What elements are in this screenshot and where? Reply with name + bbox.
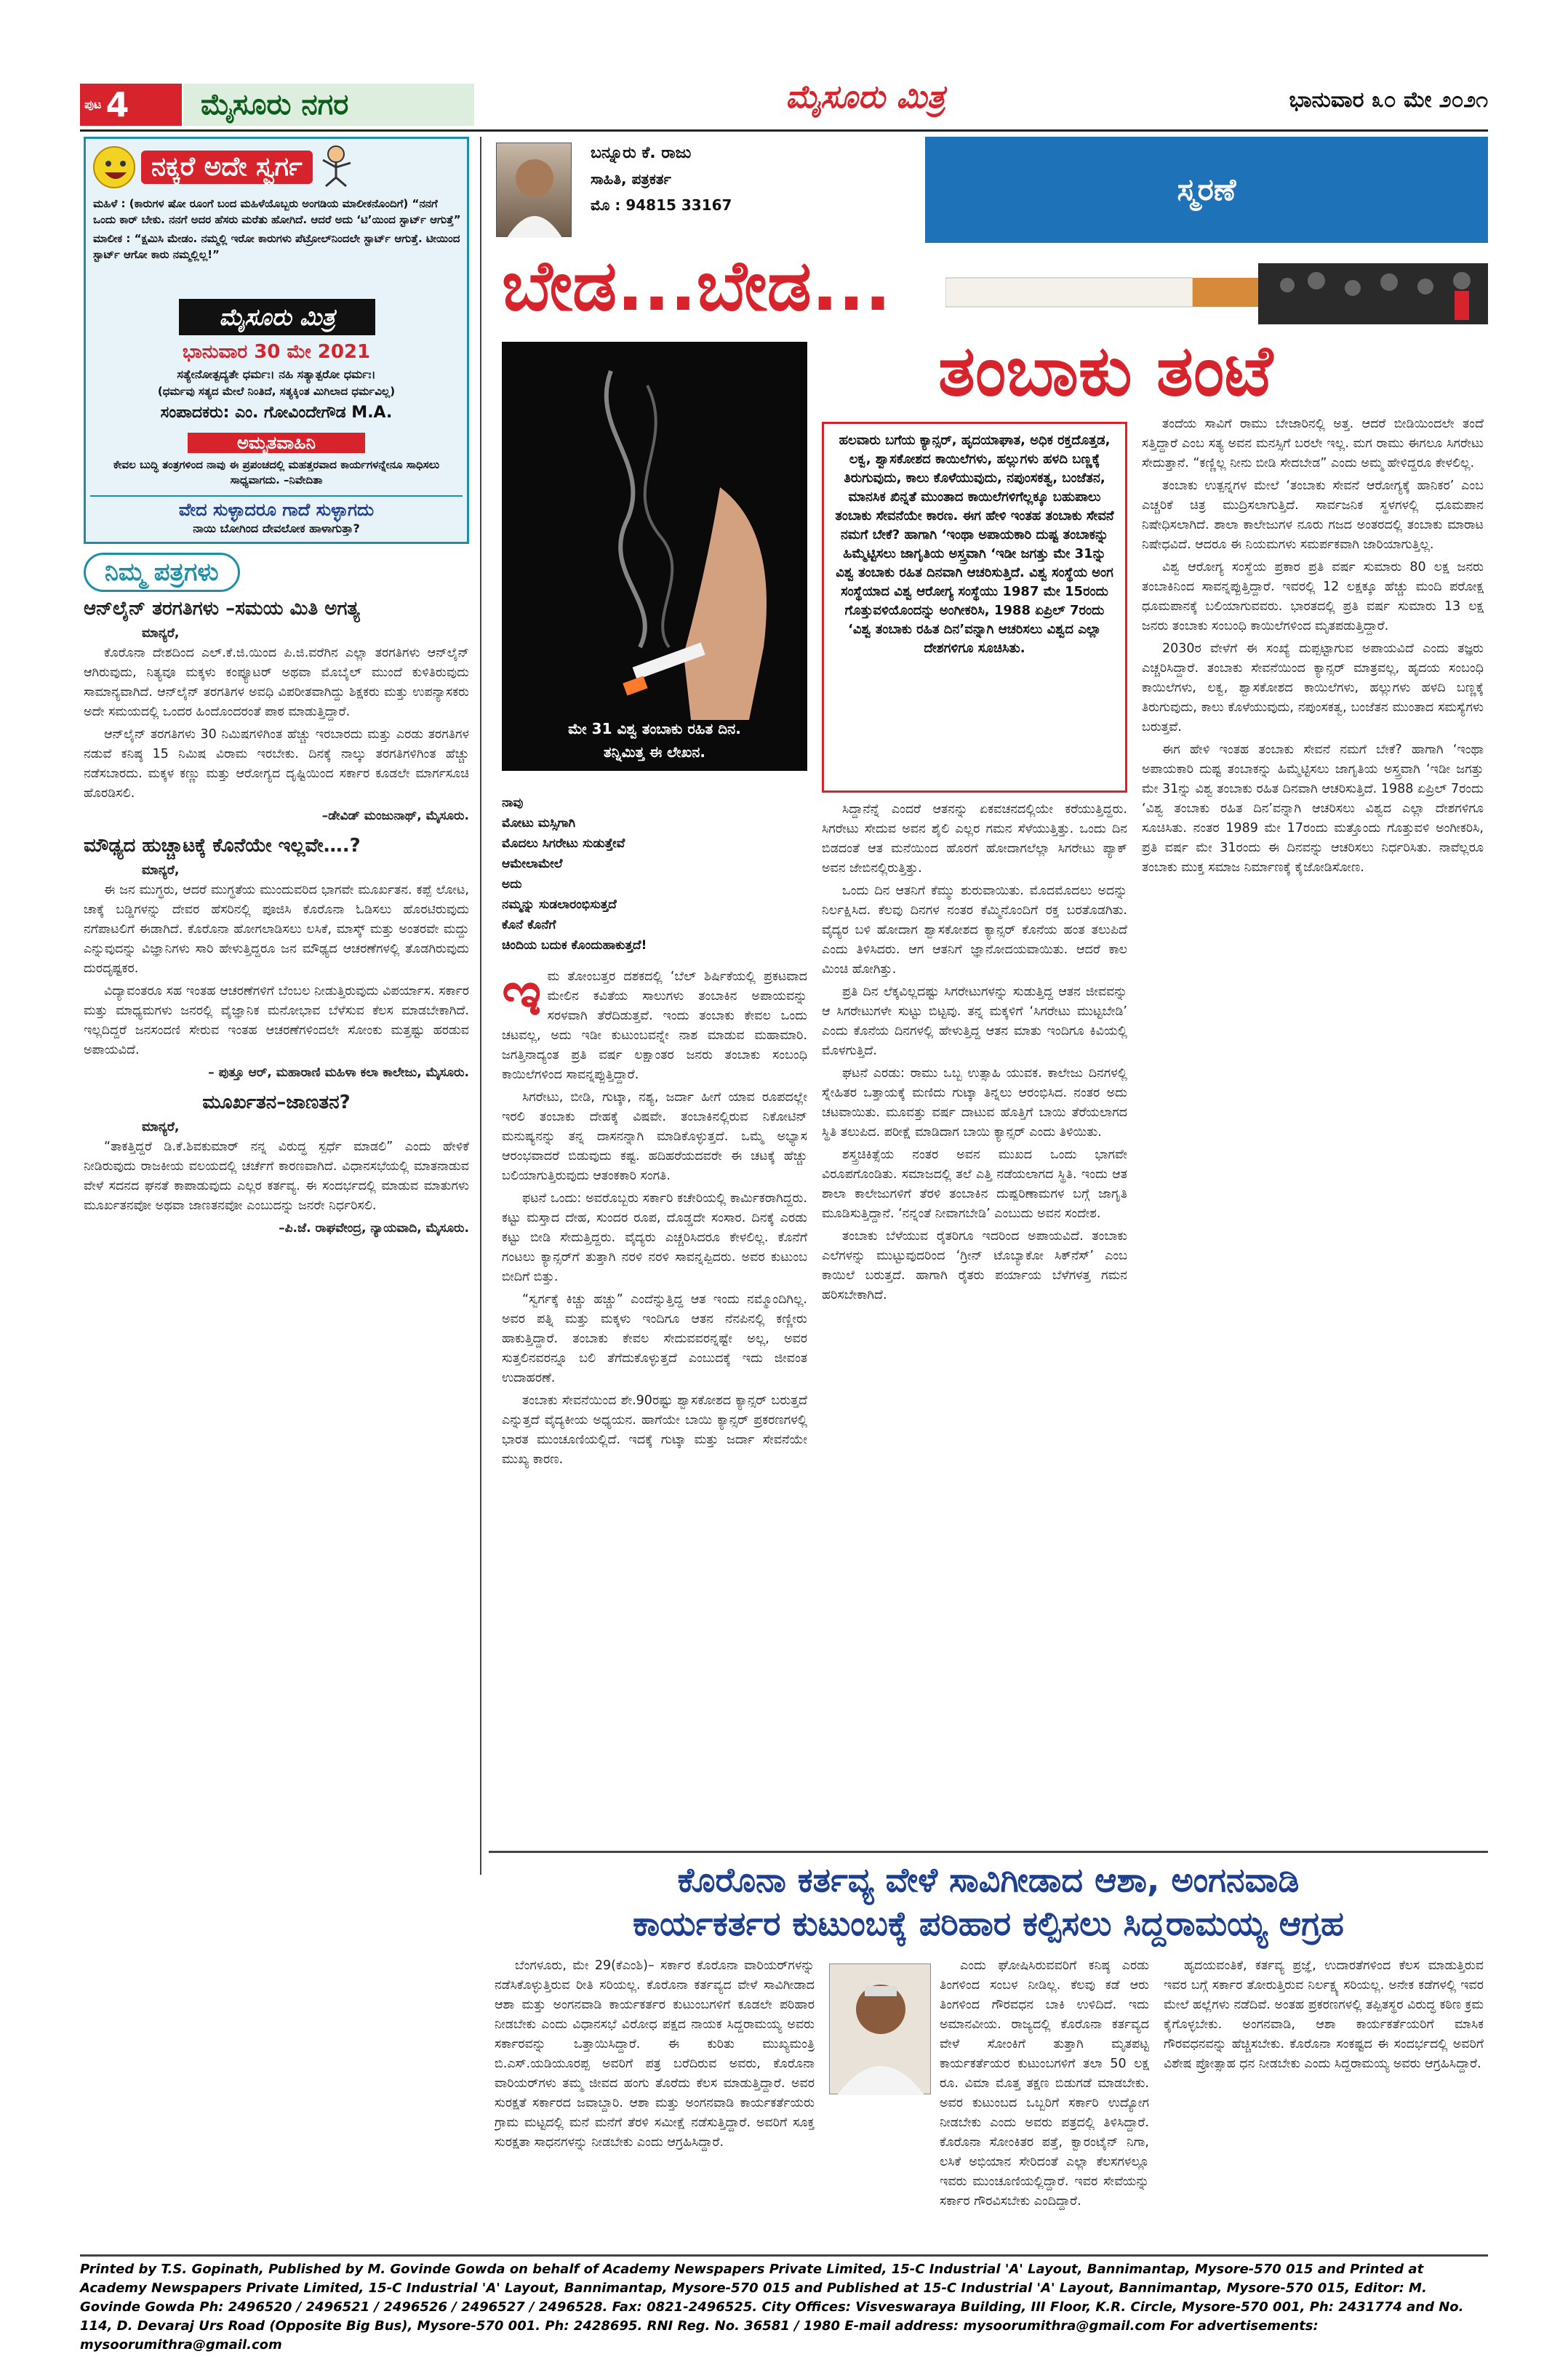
- news-top-rule: [489, 1851, 1488, 1853]
- smarane-tag: ಸ್ಮರಣೆ: [925, 137, 1488, 243]
- joke-line: ಮಾಲೀಕ : “ಕ್ಷಮಿಸಿ ಮೇಡಂ. ನಮ್ಮಲ್ಲಿ ಇರೋ ಕಾರುಗಳು ಪೆಟ್ರೋಲ್‌ನಿಂದಲೇ ಸ್ಟಾರ್ಟ್ ಆಗುತ್ತೆ. ಟೀಯಿಂದ ಸ್ಟಾರ್ಟ್ ಆಗೋ ಕಾರು ನಮ್ಮಲ್ಲಿಲ್ಲ!”: [93, 232, 460, 261]
- article-paragraph: 2030ರ ವೇಳೆಗೆ ಈ ಸಂಖ್ಯೆ ದುಪ್ಪಟ್ಟಾಗುವ ಅಪಾಯವಿದೆ ಎಂದು ತಜ್ಞರು ಎಚ್ಚರಿಸಿದ್ದಾರೆ. ತಂಬಾಕು ಸೇವನೆಯಿಂದ ಕ್ಯಾನ್ಸರ್ ಮಾತ್ರವಲ್ಲ, ಹೃದಯ ಸಂಬಂಧಿ ಕಾಯಿಲೆಗಳು, ಲಕ್ವ, ಶ್ವಾಸಕೋಶದ ಕಾಯಿಲೆಗಳು, ಹಲ್ಲುಗಳು ಹಳದಿ ಬಣ್ಣಕ್ಕೆ ತಿರುಗುವುದು, ಕಾಲು ಕೊಳೆಯುವುದು, ನಪುಂಸಕತ್ವ, ಬಂಜೆತನ ಮುಂತಾದ ಸಮಸ್ಯೆಗಳು ಬರುತ್ತವೆ.: [1142, 641, 1484, 734]
- nakkare-header: [93, 145, 461, 190]
- article-paragraph: “ಸ್ವರ್ಗಕ್ಕೆ ಕಿಚ್ಚು ಹಚ್ಚು” ಎಂದೆನ್ನುತ್ತಿದ್ದ ಆತ ಇಂದು ನಮ್ಮೊಂದಿಗಿಲ್ಲ. ಅವರ ಪತ್ನಿ ಮತ್ತು ಮಕ್ಕಳು ಇಂದಿಗೂ ಆತನ ನೆನಪಿನಲ್ಲಿ ಕಣ್ಣೀರು ಹಾಕುತ್ತಿದ್ದಾರೆ. ತಂಬಾಕು ಕೇವಲ ಸೇದುವವರನ್ನಷ್ಟೇ ಅಲ್ಲ, ಅವರ ಸುತ್ತಲಿನವರನ್ನೂ ಬಲಿ ತೆಗೆದುಕೊಳ್ಳುತ್ತದೆ ಎಂಬುದಕ್ಕೆ ಇದು ಜೀವಂತ ಉದಾಹರಣೆ.: [502, 1292, 807, 1385]
- poem-line: ನಾವು: [502, 796, 524, 810]
- article-paragraph: ತಂದೆಯ ಸಾವಿಗೆ ರಾಮು ಬೇಜಾರಿನಲ್ಲಿ ಅತ್ತ. ಆದರೆ ಬೀಡಿಯಿಂದಲೇ ತಂದೆ ಸತ್ತಿದ್ದಾರೆ ಎಂಬ ಸತ್ಯ ಅವನ ಮನಸ್ಸಿಗೆ ಬರಲೇ ಇಲ್ಲ. ಮಗ ರಾಮು ಈಗಲೂ ಸಿಗರೇಟು ಸೇದುತ್ತಾನೆ. “ಕಣ್ಣಿಲ್ಲ ನೀನು ಬೀಡಿ ಸೇದಬೇಡ” ಎಂದು ಅಮ್ಮ ಹೇಳಿದ್ದರೂ ಕೇಳಲಿಲ್ಲ.: [1142, 417, 1484, 471]
- veda-title: ವೇದ ಸುಳ್ಳಾದರೂ ಗಾದೆ ಸುಳ್ಳಾಗದು: [90, 495, 463, 520]
- cartoon-man-icon: [317, 144, 355, 191]
- drop-cap: ಇ: [502, 967, 542, 1029]
- article-paragraph: ತಂಬಾಕು ಬೆಳೆಯುವ ರೈತರಿಗೂ ಇದರಿಂದ ಅಪಾಯವಿದೆ. ತಂಬಾಕು ಎಲೆಗಳನ್ನು ಮುಟ್ಟುವುದರಿಂದ ‘ಗ್ರೀನ್ ಟೊಬ್ಯಾಕೋ ಸಿಕ್‌ನೆಸ್’ ಎಂಬ ಕಾಯಿಲೆ ಬರುತ್ತದೆ. ಹಾಗಾಗಿ ರೈತರು ಪರ್ಯಾಯ ಬೆಳೆಗಳತ್ತ ಗಮನ ಹರಿಸಬೇಕಾಗಿದೆ.: [822, 1229, 1127, 1302]
- laughing-face-icon: [93, 146, 135, 188]
- article-paragraph: ಪ್ರತಿ ದಿನ ಲೆಕ್ಕವಿಲ್ಲದಷ್ಟು ಸಿಗರೇಟುಗಳನ್ನು ಸುಡುತ್ತಿದ್ದ ಆತನ ಜೀವವನ್ನು ಆ ಸಿಗರೇಟುಗಳೇ ಸುಟ್ಟು ಬಿಟ್ಟವು. ತನ್ನ ಮಕ್ಕಳಿಗೆ ‘ಸಿಗರೇಟು ಮುಟ್ಟಬೇಡಿ’ ಎಂದು ಕೊನೆಯ ದಿನಗಳಲ್ಲಿ ಹೇಳುತ್ತಿದ್ದ ಆತನ ಮಾತು ಇಂದಿಗೂ ಕಿವಿಯಲ್ಲಿ ಮೊಳಗುತ್ತಿದೆ.: [822, 985, 1127, 1058]
- news-col-2: [829, 1956, 1149, 2247]
- paper-editor: ಸಂಪಾದಕರು: ಎಂ. ಗೋವಿಂದೇಗೌಡ M.A.: [160, 404, 393, 422]
- section-title: ಮೈಸೂರು ನಗರ: [183, 84, 474, 126]
- masthead-rule: [80, 129, 1488, 132]
- headline-line-2: ತಂಬಾಕು ತಂಟೆ: [938, 330, 1273, 412]
- summary-text: ಹಲವಾರು ಬಗೆಯ ಕ್ಯಾನ್ಸರ್, ಹೃದಯಾಘಾತ, ಅಧಿಕ ರಕ್ತದೊತ್ತಡ, ಲಕ್ವ, ಶ್ವಾಸಕೋಶದ ಕಾಯಿಲೆಗಳು, ಹಲ್ಲುಗಳು ಹಳದಿ ಬಣ್ಣಕ್ಕೆ ತಿರುಗುವುದು, ಕಾಲು ಕೊಳೆಯುವುದು, ನಪುಂಸಕತ್ವ, ಬಂಜೆತನ, ಮಾನಸಿಕ ಖಿನ್ನತೆ ಮುಂತಾದ ಕಾಯಿಲೆಗಳಿಗೆಲ್ಲಕ್ಕೂ ಬಹುಪಾಲು ತಂಬಾಕು ಸೇವನೆಯೇ ಕಾರಣ. ಈಗ ಹೇಳಿ ಇಂತಹ ತಂಬಾಕು ಸೇವನೆ ನಮಗೆ ಬೇಕೆ? ಹಾಗಾಗಿ ‘ಇಂಥಾ ಅಪಾಯಕಾರಿ ದುಷ್ಟ ತಂಬಾಕನ್ನು ಹಿಮ್ಮೆಟ್ಟಿಸಲು ಜಾಗೃತಿಯ ಅಸ್ತ್ರವಾಗಿ ‘ಇಡೀ ಜಗತ್ತು ಮೇ 31ನ್ನು ವಿಶ್ವ ತಂಬಾಕು ರಹಿತ ದಿನವಾಗಿ ಆಚರಿಸುತ್ತಿದೆ. ವಿಶ್ವ ಸಂಸ್ಥೆಯ ಅಂಗ ಸಂಸ್ಥೆಯಾದ ವಿಶ್ವ ಆರೋಗ್ಯ ಸಂಸ್ಥೆಯು 1987 ಮೇ 15ರಂದು ಗೊತ್ತುವಳಿಯೊಂದನ್ನು ಅಂಗೀಕರಿಸಿ, 1988 ಏಪ್ರಿಲ್ 7ರಂದು ‘ವಿಶ್ವ ತಂಬಾಕು ರಹಿತ ದಿನ’ವನ್ನಾಗಿ ಆಚರಿಸಲು ವಿಶ್ವದ ಎಲ್ಲಾ ದೇಶಗಳಿಗೂ ಸೂಚಿಸಿತು.: [835, 433, 1114, 656]
- poem-line: ನಮ್ಮನ್ನು ಸುಡಲಾರಂಭಿಸುತ್ತದೆ: [502, 897, 617, 912]
- amruta-title: ಅಮೃತವಾಹಿನಿ: [188, 433, 365, 453]
- letter-salute: ಮಾನ್ಯರೆ,: [142, 863, 180, 878]
- article-paragraph: ಶಸ್ತ್ರಚಿಕಿತ್ಸೆಯ ನಂತರ ಅವನ ಮುಖದ ಒಂದು ಭಾಗವೇ ವಿರೂಪಗೊಂಡಿತು. ಸಮಾಜದಲ್ಲಿ ತಲೆ ಎತ್ತಿ ನಡೆಯಲಾಗದ ಸ್ಥಿತಿ. ಇಂದು ಆತ ಶಾಲಾ ಕಾಲೇಜುಗಳಿಗೆ ತೆರಳಿ ತಂಬಾಕಿನ ದುಷ್ಪರಿಣಾಮಗಳ ಬಗ್ಗೆ ಜಾಗೃತಿ ಮೂಡಿಸುತ್ತಿದ್ದಾನೆ. ‘ನನ್ನಂತೆ ನೀವಾಗಬೇಡಿ’ ಎಂಬುದು ಅವನ ಸಂದೇಶ.: [822, 1148, 1127, 1221]
- author-phone: ಮೊ : 94815 33167: [591, 196, 732, 214]
- page-badge: [80, 84, 182, 126]
- article-paragraph: ಒಂದು ದಿನ ಆತನಿಗೆ ಕೆಮ್ಮು ಶುರುವಾಯಿತು. ಮೊದಮೊದಲು ಅದನ್ನು ನಿರ್ಲಕ್ಷಿಸಿದ. ಕೆಲವು ದಿನಗಳ ನಂತರ ಕೆಮ್ಮಿನೊಂದಿಗೆ ರಕ್ತ ಬರತೊಡಗಿತು. ವೈದ್ಯರ ಬಳಿ ಹೋದಾಗ ಶ್ವಾಸಕೋಶದ ಕ್ಯಾನ್ಸರ್ ಕೊನೆಯ ಹಂತ ತಲುಪಿದೆ ಎಂದು ತಿಳಿಸಿದರು. ಆಗ ಆತನಿಗೆ ಜ್ಞಾನೋದಯವಾಯಿತು. ಆದರೆ ಕಾಲ ಮಿಂಚಿ ಹೋಗಿತ್ತು.: [822, 884, 1127, 977]
- news-col-3: [1164, 1956, 1484, 2247]
- poem-line: ಆಮೇಲಾಮೇಲೆ: [502, 857, 563, 871]
- nakkare-box: [84, 137, 469, 544]
- masthead-logo: ಮೈಸೂರು ಮಿತ್ರ: [785, 79, 945, 116]
- letter-signature: –ಡೇವಿಡ್ ಮಂಜುನಾಥ್, ಮೈಸೂರು.: [321, 809, 469, 823]
- photo-caption: ಮೇ 31 ವಿಶ್ವ ತಂಬಾಕು ರಹಿತ ದಿನ. ತನ್ನಿಮಿತ್ತ ಈ ಲೇಖನ.: [568, 720, 741, 761]
- letter-signature: –ಪಿ.ಜೆ. ರಾಘವೇಂದ್ರ, ನ್ಯಾಯವಾದಿ, ಮೈಸೂರು.: [279, 1221, 469, 1236]
- article-paragraph: ಫಟನೆ ಒಂದು: ಅವರೊಬ್ಬರು ಸರ್ಕಾರಿ ಕಚೇರಿಯಲ್ಲಿ ಕಾರ್ಮಿಕರಾಗಿದ್ದರು. ಕಟ್ಟು ಮಸ್ತಾದ ದೇಹ, ಸುಂದರ ರೂಪ, ದೊಡ್ಡದೇ ಸಂಸಾರ. ದಿನಕ್ಕೆ ಎರಡು ಕಟ್ಟು ಬೀಡಿ ಸೇದುತ್ತಿದ್ದರು. ವೈದ್ಯರು ಎಚ್ಚರಿಸಿದರೂ ಕೇಳಲಿಲ್ಲ. ಕೊನೆಗೆ ಗಂಟಲು ಕ್ಯಾನ್ಸರ್‌ಗೆ ತುತ್ತಾಗಿ ನರಳಿ ನರಳಿ ಸಾವನ್ನಪ್ಪಿದರು. ಅವರ ಕುಟುಂಬ ಬೀದಿಗೆ ಬಿತ್ತು.: [502, 1191, 807, 1284]
- amruta-text: ಕೇವಲ ಬುದ್ಧಿ ತಂತ್ರಗಳಿಂದ ನಾವು ಈ ಪ್ರಪಂಚದಲ್ಲಿ ಮಹತ್ತರವಾದ ಕಾರ್ಯಗಳನ್ನೇನೂ ಸಾಧಿಸಲು ಸಾಧ್ಯವಾಗದು. –ನಿವೇದಿತಾ: [113, 458, 440, 487]
- news-paragraph: ಹೃದಯವಂತಿಕೆ, ಕರ್ತವ್ಯ ಪ್ರಜ್ಞೆ, ಉದಾರತೆಗಳಿಂದ ಕೆಲಸ ಮಾಡುತ್ತಿರುವ ಇವರ ಬಗ್ಗೆ ಸರ್ಕಾರ ತೋರುತ್ತಿರುವ ನಿರ್ಲಕ್ಷ್ಯ ಸರಿಯಲ್ಲ. ಅನೇಕ ಕಡೆಗಳಲ್ಲಿ ಇವರ ಮೇಲೆ ಹಲ್ಲೆಗಳು ನಡೆದಿವೆ. ಅಂತಹ ಪ್ರಕರಣಗಳಲ್ಲಿ ತಪ್ಪಿತಸ್ಥರ ವಿರುದ್ಧ ಕಠಿಣ ಕ್ರಮ ಕೈಗೊಳ್ಳಬೇಕು. ಅಂಗನವಾಡಿ, ಆಶಾ ಕಾರ್ಯಕರ್ತೆಯರಿಗೆ ಮಾಸಿಕ ಗೌರವಧನವನ್ನು ಹೆಚ್ಚಿಸಬೇಕು. ಕೊರೊನಾ ಸಂಕಷ್ಟದ ಈ ಸಂದರ್ಭದಲ್ಲಿ ಅವರಿಗೆ ವಿಶೇಷ ಪ್ರೋತ್ಸಾಹ ಧನ ನೀಡಬೇಕು ಎಂದು ಸಿದ್ದರಾಮಯ್ಯ ಅವರು ಆಗ್ರಹಿಸಿದ್ದಾರೆ.: [1164, 1958, 1484, 2071]
- feature-col-3: [1142, 415, 1484, 1840]
- feature-header: [489, 137, 1488, 246]
- article-paragraph: ಸಿಗರೇಟು, ಬೀಡಿ, ಗುಟ್ಕಾ, ನಶ್ಯ, ಜರ್ದಾ ಹೀಗೆ ಯಾವ ರೂಪದಲ್ಲೇ ಇರಲಿ ತಂಬಾಕು ದೇಹಕ್ಕೆ ವಿಷವೇ. ತಂಬಾಕಿನಲ್ಲಿರುವ ನಿಕೋಟಿನ್ ಮನುಷ್ಯನನ್ನು ತನ್ನ ದಾಸನನ್ನಾಗಿ ಮಾಡಿಕೊಳ್ಳುತ್ತದೆ. ಒಮ್ಮೆ ಅಭ್ಯಾಸ ಆರಂಭವಾದರೆ ಬಿಡುವುದು ಕಷ್ಟ. ಹದಿಹರೆಯದವರೇ ಈ ಚಟಕ್ಕೆ ಹೆಚ್ಚು ಬಲಿಯಾಗುತ್ತಿರುವುದು ಆತಂಕಕಾರಿ ಸಂಗತಿ.: [502, 1090, 807, 1183]
- column-divider: [480, 137, 481, 1875]
- imprint-footer: Printed by T.S. Gopinath, Published by M. Govinde Gowda on behalf of Academy Newspapers Private Limited, 15-C Industrial 'A' Layout, Bannimantap, Mysore-570 015 and Printed at Academy Newspapers Private Limited, 15-C Industrial 'A' Layout, Bannimantap, Mysore-570 015 and Published at 15-C Industrial 'A' Layout, Bannimantap, Mysore-570 015, Editor: M. Govinde Gowda Ph: 2496520 / 2496521 / 2496526 / 2496527 / 2496528. Fax: 0821-2496525. City Offices: Visveswaraya Building, III Floor, K.R. Circle, Mysore-570 001, Ph: 2431774 and No. 114, D. Devaraj Urs Road (Opposite Big Bus), Mysore-570 001. Ph: 2428695. RNI Reg. No. 36581 / 1980 E-mail address: mysoorumithra@gmail.com For advertisements: mysoorumithra@gmail.com: [80, 2262, 1464, 2353]
- nakkare-joke: [93, 196, 461, 263]
- letter-paragraph: ಆನ್‌ಲೈನ್ ತರಗತಿಗಳು 30 ನಿಮಿಷಗಳಿಗಿಂತ ಹೆಚ್ಚು ಇರಬಾರದು ಮತ್ತು ಎರಡು ತರಗತಿಗಳ ನಡುವೆ ಕನಿಷ್ಠ 15 ನಿಮಿಷ ವಿರಾಮ ಇರಬೇಕು. ದಿನಕ್ಕೆ ನಾಲ್ಕು ತರಗತಿಗಳಿಗಿಂತ ಹೆಚ್ಚು ನಡೆಸಬಾರದು. ಮಕ್ಕಳ ಕಣ್ಣು ಮತ್ತು ಆರೋಗ್ಯದ ದೃಷ್ಟಿಯಿಂದ ಸರ್ಕಾರ ಕೂಡಲೇ ಮಾರ್ಗಸೂಚಿ ಹೊರಡಿಸಲಿ.: [84, 727, 469, 801]
- article-paragraph: ಇಮ ತೋಂಬತ್ತರ ದಶಕದಲ್ಲಿ ‘ಬೆಲ್ ಶಿರ್ಷಿಕೆಯಲ್ಲಿ ಪ್ರಕಟವಾದ ಮೇಲಿನ ಕವಿತೆಯ ಸಾಲುಗಳು ತಂಬಾಕಿನ ಅಪಾಯವನ್ನು ಸರಳವಾಗಿ ತೆರೆದಿಡುತ್ತವೆ. ಇಂದು ತಂಬಾಕು ಕೇವಲ ಒಂದು ಚಟವಲ್ಲ, ಅದು ಇಡೀ ಕುಟುಂಬವನ್ನೇ ನಾಶ ಮಾಡುವ ಮಹಾಮಾರಿ. ಜಗತ್ತಿನಾದ್ಯಂತ ಪ್ರತಿ ವರ್ಷ ಲಕ್ಷಾಂತರ ಜನರು ತಂಬಾಕು ಸಂಬಂಧಿ ಕಾಯಿಲೆಗಳಿಂದ ಸಾವನ್ನಪ್ಪುತ್ತಿದ್ದಾರೆ.: [502, 967, 807, 1082]
- author-photo: [496, 143, 572, 237]
- author-name: ಬನ್ನೂರು ಕೆ. ರಾಜು: [591, 144, 692, 162]
- paper-motto-meaning: (ಧರ್ಮವು ಸತ್ಯದ ಮೇಲೆ ನಿಂತಿದೆ, ಸತ್ಯಕ್ಕಿಂತ ಮಿಗಿಲಾದ ಧರ್ಮವಿಲ್ಲ): [157, 385, 396, 398]
- poem-line: ಅದು: [502, 877, 522, 892]
- headline-line-1: ಬೇಡ...ಬೇಡ...: [502, 245, 892, 327]
- poem-line: ಚಿಂದಿಯ ಬದುಕ ಕೊಂದುಹಾಕುತ್ತದೆ!: [502, 938, 647, 953]
- letter-paragraph: ಈ ಜನ ಮುಗ್ಧರು, ಆದರೆ ಮುಗ್ಧತೆಯ ಮುಂದುವರಿದ ಭಾಗವೇ ಮೂರ್ಖತನ. ಕಪ್ಪೆ ಲೋಟ, ಚಾಕ್ಕೆ ಬಡ್ಡಿಗಳನ್ನು ದೇವರ ಹೆಸರಿನಲ್ಲಿ ಪೂಜಿಸಿ ಕೊರೊನಾ ಓಡಿಸಲು ಹೊರಟಿರುವುದು ನಗೆಪಾಟಲಿಗೆ ಈಡಾಗಿದೆ. ಕೊರೊನಾ ಹೋಗಲಾಡಿಸಲು ಲಸಿಕೆ, ಮಾಸ್ಕ್ ಮತ್ತು ಅಂತರವೇ ಮದ್ದು ಎನ್ನುವುದನ್ನು ವಿಜ್ಞಾನಿಗಳು ಸಾರಿ ಹೇಳುತ್ತಿದ್ದರೂ ಜನ ಮೌಢ್ಯದ ಆಚರಣೆಗಳಲ್ಲಿ ತೊಡಗಿರುವುದು ದುರದೃಷ್ಟಕರ.: [84, 883, 469, 976]
- news-paragraph: ಎಂದು ಘೋಷಿಸಿರುವವರಿಗೆ ಕನಿಷ್ಠ ಎರಡು ತಿಂಗಳಿಂದ ಸಂಬಳ ನೀಡಿಲ್ಲ. ಕೆಲವು ಕಡೆ ಆರು ತಿಂಗಳಿಂದ ಗೌರವಧನ ಬಾಕಿ ಉಳಿದಿದೆ. ಇದು ಅಮಾನವೀಯ. ರಾಜ್ಯದಲ್ಲಿ ಕೊರೊನಾ ಕರ್ತವ್ಯದ ವೇಳೆ ಸೋಂಕಿಗೆ ತುತ್ತಾಗಿ ಮೃತಪಟ್ಟ ಕಾರ್ಯಕರ್ತೆಯರ ಕುಟುಂಬಗಳಿಗೆ ತಲಾ 50 ಲಕ್ಷ ರೂ. ವಿಮಾ ಮೊತ್ತ ತಕ್ಷಣ ಬಿಡುಗಡೆ ಮಾಡಬೇಕು. ಅವರ ಕುಟುಂಬದ ಒಬ್ಬರಿಗೆ ಸರ್ಕಾರಿ ಉದ್ಯೋಗ ನೀಡಬೇಕು ಎಂದು ಅವರು ಪತ್ರದಲ್ಲಿ ತಿಳಿಸಿದ್ದಾರೆ. ಕೊರೊನಾ ಸೋಂಕಿತರ ಪತ್ತೆ, ಕ್ವಾರಂಟೈನ್ ನಿಗಾ, ಲಸಿಕೆ ಅಭಿಯಾನ ಸೇರಿದಂತೆ ಎಲ್ಲಾ ಕೆಲಸಗಳಲ್ಲೂ ಇವರು ಮುಂಚೂಣಿಯಲ್ಲಿದ್ದಾರೆ. ಇವರ ಸೇವೆಯನ್ನು ಸರ್ಕಾರ ಗೌರವಿಸಬೇಕು ಎಂದಿದ್ದಾರೆ.: [940, 1958, 1149, 2209]
- news-paragraph: ಬೆಂಗಳೂರು, ಮೇ 29(ಕೆಎಂಶಿ)– ಸರ್ಕಾರ ಕೊರೊನಾ ವಾರಿಯರ್‌ಗಳನ್ನು ನಡೆಸಿಕೊಳ್ಳುತ್ತಿರುವ ರೀತಿ ಸರಿಯಲ್ಲ. ಕೊರೊನಾ ಕರ್ತವ್ಯದ ವೇಳೆ ಸಾವಿಗೀಡಾದ ಆಶಾ ಮತ್ತು ಅಂಗನವಾಡಿ ಕಾರ್ಯಕರ್ತರ ಕುಟುಂಬಗಳಿಗೆ ಕೂಡಲೇ ಪರಿಹಾರ ನೀಡಬೇಕು ಎಂದು ವಿಧಾನಸಭೆ ವಿರೋಧ ಪಕ್ಷದ ನಾಯಕ ಸಿದ್ದರಾಮಯ್ಯ ಅವರು ಸರ್ಕಾರವನ್ನು ಒತ್ತಾಯಿಸಿದ್ದಾರೆ. ಈ ಕುರಿತು ಮುಖ್ಯಮಂತ್ರಿ ಬಿ.ಎಸ್.ಯಡಿಯೂರಪ್ಪ ಅವರಿಗೆ ಪತ್ರ ಬರೆದಿರುವ ಅವರು, ಕೊರೊನಾ ವಾರಿಯರ್‌ಗಳು ತಮ್ಮ ಜೀವದ ಹಂಗು ತೊರೆದು ಕೆಲಸ ಮಾಡುತ್ತಿದ್ದಾರೆ. ಅವರ ಸುರಕ್ಷತೆ ಸರ್ಕಾರದ ಜವಾಬ್ದಾರಿ. ಆಶಾ ಮತ್ತು ಅಂಗನವಾಡಿ ಕಾರ್ಯಕರ್ತೆಯರು ಗ್ರಾಮ ಮಟ್ಟದಲ್ಲಿ ಮನೆ ಮನೆಗೆ ತೆರಳಿ ಸಮೀಕ್ಷೆ ನಡೆಸುತ್ತಿದ್ದಾರೆ. ಅವರಿಗೆ ಸೂಕ್ತ ಸುರಕ್ಷತಾ ಸಾಧನಗಳನ್ನು ನೀಡಬೇಕು ಎಂದು ಆಗ್ರಹಿಸಿದ್ದಾರೆ.: [495, 1958, 815, 2150]
- letters-column: [84, 596, 469, 1246]
- letter-salute: ಮಾನ್ಯರೆ,: [142, 626, 180, 641]
- news-headline-1: ಕೊರೊನಾ ಕರ್ತವ್ಯ ವೇಳೆ ಸಾವಿಗೀಡಾದ ಆಶಾ, ಅಂಗನವಾಡಿ: [677, 1860, 1300, 1899]
- letter-title: ಆನ್‌ಲೈನ್ ತರಗತಿಗಳು –ಸಮಯ ಮಿತಿ ಅಗತ್ಯ: [84, 598, 360, 620]
- summary-box: [822, 422, 1127, 793]
- letter-paragraph: ಕೊರೊನಾ ದೇಶದಿಂದ ಎಲ್.ಕೆ.ಜಿ.ಯಿಂದ ಪಿ.ಜಿ.ವರೆಗಿನ ಎಲ್ಲಾ ತರಗತಿಗಳು ಆನ್‌ಲೈನ್ ಆಗಿರುವುದು, ನಿತ್ಯವೂ ಮಕ್ಕಳು ಕಂಪ್ಯೂಟರ್ ಅಥವಾ ಮೊಬೈಲ್ ಮುಂದೆ ಕುಳಿತಿರುವುದು ಸಾಮಾನ್ಯವಾಗಿದೆ. ಆನ್‌ಲೈನ್ ತರಗತಿಗಳ ಅವಧಿ ವಿಪರೀತವಾಗಿದ್ದು ಶಿಕ್ಷಕರು ಮತ್ತು ಉಪನ್ಯಾಸಕರು ಅದೇ ಸಮಯದಲ್ಲಿ ಒಂದರ ಹಿಂದೊಂದರಂತೆ ಪಾಠ ಮಾಡುತ್ತಿದ್ದಾರೆ.: [84, 646, 469, 719]
- letter-signature: – ಪುತ್ತೂ ಆರ್, ಮಹಾರಾಣಿ ಮಹಿಳಾ ಕಲಾ ಕಾಲೇಜು, ಮೈಸೂರು.: [208, 1065, 469, 1080]
- cigarette-icon: [945, 256, 1488, 329]
- feature-col-2: [822, 800, 1127, 1840]
- footer-rule: [80, 2254, 1488, 2257]
- letter-title: ಮೂರ್ಖತನ–ಜಾಣತನ?: [202, 1092, 351, 1113]
- feature-col-1: [502, 967, 807, 1840]
- news-headline-2: ಕಾರ್ಯಕರ್ತರ ಕುಟುಂಬಕ್ಕೆ ಪರಿಹಾರ ಕಲ್ಪಿಸಲು ಸಿದ್ದರಾಮಯ್ಯ ಆಗ್ರಹ: [633, 1904, 1344, 1943]
- letter-salute: ಮಾನ್ಯರೆ,: [142, 1120, 180, 1134]
- article-paragraph: ತಂಬಾಕು ಉತ್ಪನ್ನಗಳ ಮೇಲೆ ‘ತಂಬಾಕು ಸೇವನೆ ಆರೋಗ್ಯಕ್ಕೆ ಹಾನಿಕರ’ ಎಂಬ ಎಚ್ಚರಿಕೆ ಚಿತ್ರ ಮುದ್ರಿಸಲಾಗುತ್ತಿದೆ. ಸಾರ್ವಜನಿಕ ಸ್ಥಳಗಳಲ್ಲಿ ಧೂಮಪಾನ ನಿಷೇಧಿಸಲಾಗಿದೆ. ಶಾಲಾ ಕಾಲೇಜುಗಳ ನೂರು ಗಜದ ಅಂತರದಲ್ಲಿ ತಂಬಾಕು ಮಾರಾಟ ನಿಷೇಧವಿದೆ. ಆದರೂ ಈ ನಿಯಮಗಳು ಸಮರ್ಪಕವಾಗಿ ಜಾರಿಯಾಗುತ್ತಿಲ್ಲ.: [1142, 479, 1484, 552]
- masthead-date: ಭಾನುವಾರ ೩೦ ಮೇ ೨೦೨೧: [1289, 87, 1488, 113]
- letter-paragraph: “ತಾಕತ್ತಿದ್ದರೆ ಡಿ.ಕೆ.ಶಿವಕುಮಾರ್ ನನ್ನ ವಿರುದ್ಧ ಸ್ಪರ್ಧೆ ಮಾಡಲಿ” ಎಂದು ಹೇಳಿಕೆ ನೀಡಿರುವುದು ರಾಜಕೀಯ ವಲಯದಲ್ಲಿ ಚರ್ಚೆಗೆ ಕಾರಣವಾಗಿದೆ. ವಿಧಾನಸಭೆಯಲ್ಲಿ ಮಾತನಾಡುವ ವೇಳೆ ಸದನದ ಘನತೆ ಕಾಪಾಡುವುದು ಎಲ್ಲರ ಕರ್ತವ್ಯ. ಈ ಸಂದರ್ಭದಲ್ಲಿ ಮಾಡುವ ಮಾತುಗಳು ಮೂರ್ಖತನವೋ ಅಥವಾ ಜಾಣತನವೋ ಎಂಬುದನ್ನು ಜನರೇ ನಿರ್ಧರಿಸಲಿ.: [84, 1140, 469, 1213]
- hand-cigarette-photo: [502, 342, 807, 771]
- article-paragraph: ವಿಶ್ವ ಆರೋಗ್ಯ ಸಂಸ್ಥೆಯ ಪ್ರಕಾರ ಪ್ರತಿ ವರ್ಷ ಸುಮಾರು 80 ಲಕ್ಷ ಜನರು ತಂಬಾಕಿನಿಂದ ಸಾವನ್ನಪ್ಪುತ್ತಿದ್ದಾರೆ. ಇವರಲ್ಲಿ 12 ಲಕ್ಷಕ್ಕೂ ಹೆಚ್ಚು ಮಂದಿ ಪರೋಕ್ಷ ಧೂಮಪಾನಕ್ಕೆ ಬಲಿಯಾಗುವವರು. ಭಾರತದಲ್ಲಿ ಪ್ರತಿ ವರ್ಷ ಸುಮಾರು 13 ಲಕ್ಷ ಜನರು ತಂಬಾಕು ಸಂಬಂಧಿ ಕಾಯಿಲೆಗಳಿಂದ ಮೃತಪಡುತ್ತಿದ್ದಾರೆ.: [1142, 560, 1484, 633]
- nakkare-title: ನಕ್ಕರೆ ಅದೇ ಸ್ವರ್ಗ: [141, 151, 313, 184]
- paper-motto: ಸತ್ಯೇನೋತ್ಪದ್ಯತೇ ಧರ್ಮಃ। ನಹಿ ಸತ್ಯಾತ್ಪರೋ ಧರ್ಮಃ।: [177, 367, 376, 381]
- veda-text: ನಾಯಿ ಬೋಗಿಂದ ದೇವಲೋಕ ಹಾಳಾಗುತ್ತಾ?: [193, 521, 360, 535]
- letter-paragraph: ವಿದ್ಯಾವಂತರೂ ಸಹ ಇಂತಹ ಆಚರಣೆಗಳಿಗೆ ಬೆಂಬಲ ನೀಡುತ್ತಿರುವುದು ವಿಪರ್ಯಾಸ. ಸರ್ಕಾರ ಮತ್ತು ಮಾಧ್ಯಮಗಳು ಜನರಲ್ಲಿ ವೈಜ್ಞಾನಿಕ ಮನೋಭಾವ ಬೆಳೆಸುವ ಕೆಲಸ ಮಾಡಬೇಕಾಗಿದೆ. ಇಲ್ಲದಿದ್ದರೆ ಜನಸಂದಣಿ ಸೇರುವ ಇಂತಹ ಆಚರಣೆಗಳಿಂದಲೇ ಸೋಂಕು ಮತ್ತಷ್ಟು ಹರಡುವ ಅಪಾಯವಿದೆ.: [84, 984, 469, 1057]
- article-paragraph: ಸಿದ್ದಾನೆನ್ನೆ ಎಂದರೆ ಆತನನ್ನು ಏಕವಚನದಲ್ಲಿಯೇ ಕರೆಯುತ್ತಿದ್ದರು. ಸಿಗರೇಟು ಸೇದುವ ಅವನ ಶೈಲಿ ಎಲ್ಲರ ಗಮನ ಸೆಳೆಯುತ್ತಿತ್ತು. ಒಂದು ದಿನ ಬಿಡದಂತೆ ಆತ ಮನೆಯಿಂದ ಹೊರಗೆ ಹೋದಾಗಲೆಲ್ಲಾ ಸಿಗರೇಟು ಪ್ಯಾಕ್ ಅವನ ಜೇಬಿನಲ್ಲಿರುತ್ತಿತ್ತು.: [822, 802, 1127, 876]
- joke-line: ಮಹಿಳೆ : (ಕಾರುಗಳ ಷೋ ರೂಂಗೆ ಬಂದ ಮಹಿಳೆಯೊಬ್ಬರು ಅಂಗಡಿಯ ಮಾಲೀಕನೊಂದಿಗೆ) “ನನಗೆ ಒಂದು ಕಾರ್ ಬೇಕು. ನನಗೆ ಅದರ ಹೆಸರು ಮರೆತು ಹೋಗಿದೆ. ಆದರೆ ಅದು ‘ಟಿ’ಯಿಂದ ಸ್ಟಾರ್ಟ್ ಆಗುತ್ತೆ”: [93, 197, 461, 226]
- poem-line: ಕೊನೆ ಕೊನೆಗೆ: [502, 918, 556, 932]
- poem-line: ಮೊದಲು ಸಿಗರೇಟು ಸುಡುತ್ತೇವೆ: [502, 836, 625, 851]
- page-number: 4: [105, 85, 129, 124]
- paper-logo: ಮೈಸೂರು ಮಿತ್ರ: [179, 299, 375, 335]
- article-paragraph: ತಂಬಾಕು ಸೇವನೆಯಿಂದ ಶೇ.90ರಷ್ಟು ಶ್ವಾಸಕೋಶದ ಕ್ಯಾನ್ಸರ್ ಬರುತ್ತದೆ ಎನ್ನುತ್ತದೆ ವೈದ್ಯಕೀಯ ಅಧ್ಯಯನ. ಹಾಗೆಯೇ ಬಾಯಿ ಕ್ಯಾನ್ಸರ್ ಪ್ರಕರಣಗಳಲ್ಲಿ ಭಾರತ ಮುಂಚೂಣಿಯಲ್ಲಿದೆ. ಇದಕ್ಕೆ ಗುಟ್ಕಾ ಮತ್ತು ಜರ್ದಾ ಸೇವನೆಯೇ ಮುಖ್ಯ ಕಾರಣ.: [502, 1393, 807, 1467]
- paper-date: ಭಾನುವಾರ 30 ಮೇ 2021: [182, 341, 371, 363]
- poem-line: ಮೋಟು ಮಸ್ಸಿಗಾಗಿ: [502, 816, 576, 830]
- letter-title: ಮೌಢ್ಯದ ಹುಚ್ಚಾಟಕ್ಕೆ ಕೊನೆಯೇ ಇಲ್ಲವೇ….?: [84, 835, 361, 857]
- article-paragraph: ಘಟನೆ ಎರಡು: ರಾಮು ಒಬ್ಬ ಉತ್ಸಾಹಿ ಯುವಕ. ಕಾಲೇಜು ದಿನಗಳಲ್ಲಿ ಸ್ನೇಹಿತರ ಒತ್ತಾಯಕ್ಕೆ ಮಣಿದು ಗುಟ್ಕಾ ತಿನ್ನಲು ಆರಂಭಿಸಿದ. ನಂತರ ಅದು ಚಟವಾಯಿತು. ಮೂವತ್ತು ವರ್ಷ ದಾಟುವ ಹೊತ್ತಿಗೆ ಬಾಯಿ ತೆರೆಯಲಾಗದ ಸ್ಥಿತಿ ತಲುಪಿದ. ಪರೀಕ್ಷೆ ಮಾಡಿದಾಗ ಬಾಯಿ ಕ್ಯಾನ್ಸರ್ ಎಂದು ತಿಳಿಯಿತು.: [822, 1066, 1127, 1140]
- article-paragraph: ಈಗ ಹೇಳಿ ಇಂತಹ ತಂಬಾಕು ಸೇವನೆ ನಮಗೆ ಬೇಕೆ? ಹಾಗಾಗಿ ‘ಇಂಥಾ ಅಪಾಯಕಾರಿ ದುಷ್ಟ ತಂಬಾಕನ್ನು ಹಿಮ್ಮೆಟ್ಟಿಸಲು ಜಾಗೃತಿಯ ಅಸ್ತ್ರವಾಗಿ ‘ಇಡೀ ಜಗತ್ತು ಮೇ 31ನ್ನು ವಿಶ್ವ ತಂಬಾಕು ರಹಿತ ದಿನವಾಗಿ ಆಚರಿಸುತ್ತಿದೆ. 1988 ಏಪ್ರಿಲ್ 7ರಂದು ‘ವಿಶ್ವ ತಂಬಾಕು ರಹಿತ ದಿನ’ವನ್ನಾಗಿ ಆಚರಿಸಲು ವಿಶ್ವದ ಎಲ್ಲಾ ದೇಶಗಳಿಗೂ ಸೂಚಿಸಿತು. ನಂತರ 1989 ಮೇ 17ರಂದು ಮತ್ತೊಂದು ಗೊತ್ತುವಳಿ ಅಂಗೀಕರಿಸಿ, ಪ್ರತಿ ವರ್ಷ ಮೇ 31ರಂದು ಈ ದಿನವನ್ನು ಆಚರಿಸಲು ನಿರ್ಧರಿಸಿತು. ನಾವೆಲ್ಲರೂ ತಂಬಾಕು ಮುಕ್ತ ಸಮಾಜ ನಿರ್ಮಾಣಕ್ಕೆ ಕೈಜೋಡಿಸೋಣ.: [1142, 742, 1484, 875]
- letters-banner: [84, 553, 396, 593]
- author-role: ಸಾಹಿತಿ, ಪತ್ರಕರ್ತ: [591, 170, 671, 188]
- poem: [502, 793, 807, 956]
- letters-banner-label: ನಿಮ್ಮ ಪತ್ರಗಳು: [84, 553, 240, 592]
- page-word: ಪುಟ: [84, 97, 102, 111]
- news-col-1: [495, 1956, 815, 2247]
